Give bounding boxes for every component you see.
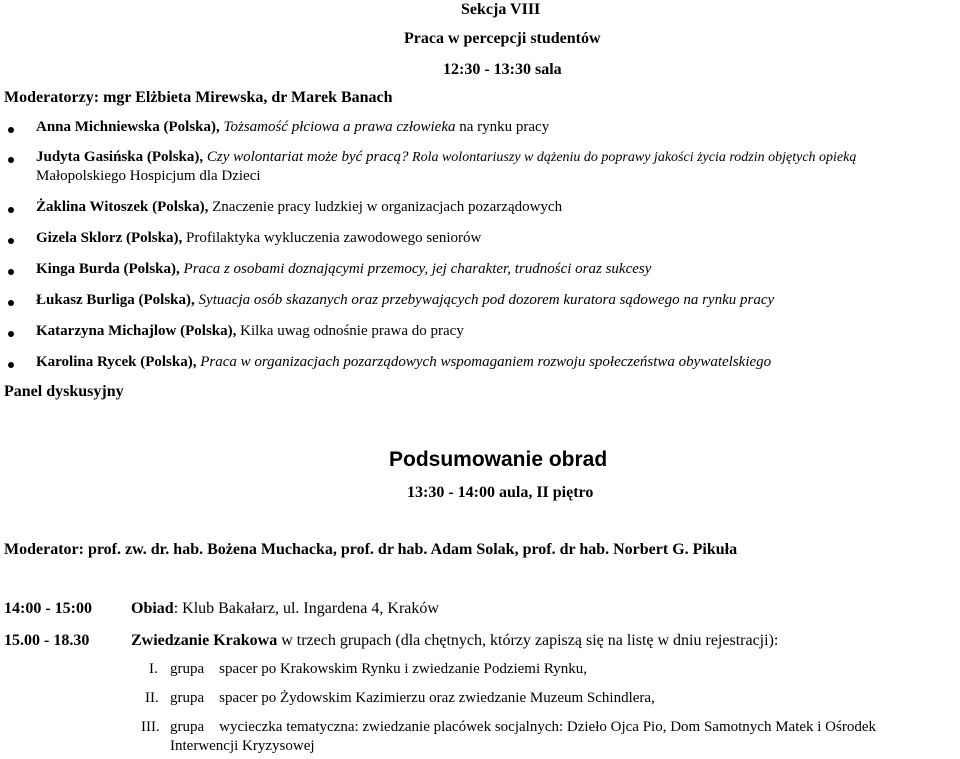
bullet-icon [8,207,14,213]
item-author: Kinga Burda (Polska), [36,261,184,277]
schedule-label: Zwiedzanie Krakowa [131,632,278,649]
schedule-entry [131,600,439,618]
bullet-icon [8,238,14,244]
item-author: Gizela Sklorz (Polska), [36,230,186,246]
item-title: Profilaktyka wykluczenia zawodowego seniorów [186,230,482,246]
group-text: grupa wycieczka tematyczna: zwiedzanie placówek socjalnych: Dzieło Ojca Pio, Dom Samotnych Matek i Ośrodek [170,719,877,735]
summary-time: 13:30 - 14:00 aula, II piętro [407,484,594,501]
item-rest: na rynku pracy [455,119,550,135]
item-author: Żaklina Witoszek (Polska), [36,199,213,215]
item-author: Judyta Gasińska (Polska), [36,149,207,165]
item-title: Tożsamość płciowa a prawa człowieka [223,119,456,135]
item-author: Łukasz Burliga (Polska), [36,292,199,308]
item-title: Praca w organizacjach pozarządowych wspomaganiem rozwoju społeczeństwa obywatelskiego [200,354,772,370]
schedule-entry [131,632,778,650]
list-item [36,199,562,216]
list-item [36,292,774,309]
schedule-time: 14:00 - 15:00 [4,600,92,617]
bullet-icon [8,127,14,133]
bullet-icon [8,300,14,306]
schedule-label: Obiad [131,600,174,617]
moderators: Moderatorzy: mgr Elżbieta Mirewska, dr Marek Banach [4,89,393,106]
group-text: grupa spacer po Żydowskim Kazimierzu oraz zwiedzanie Muzeum Schindlera, [170,690,655,706]
item-title: Praca z osobami doznającymi przemocy, jej charakter, trudności oraz sukcesy [183,261,652,277]
schedule-time: 15.00 - 18.30 [4,632,90,649]
bullet-icon [8,362,14,368]
item-line2: Małopolskiego Hospicjum dla Dzieci [36,168,261,184]
item-title: Znaczenie pracy ludzkiej w organizacjach pozarządowych [212,199,563,215]
group-number: II. [145,690,159,706]
item-rest: Rola wolontariuszy w dążeniu do poprawy jakości życia rodzin objętych opieką [408,150,857,165]
list-item [36,323,464,340]
item-author: Anna Michniewska (Polska), [36,119,224,135]
summary-moderator: Moderator: prof. zw. dr. hab. Bożena Muchacka, prof. dr hab. Adam Solak, prof. dr hab. Norbert G. Pikuła [4,541,738,558]
list-item [36,354,771,371]
item-title: Kilka uwag odnośnie prawa do pracy [240,323,464,339]
item-title: Czy wolontariat może być pracą? [206,149,409,165]
list-item [36,149,856,166]
bullet-icon [8,269,14,275]
list-item [36,119,549,136]
item-author: Karolina Rycek (Polska), [36,354,201,370]
schedule-text: w trzech grupach (dla chętnych, którzy zapiszą się na listę w dniu rejestracji): [277,632,779,649]
list-item [36,230,481,247]
schedule-text: : Klub Bakałarz, ul. Ingardena 4, Kraków [173,600,439,617]
group-text: grupa spacer po Krakowskim Rynku i zwiedzanie Podziemi Rynku, [170,661,588,677]
bullet-icon [8,157,14,163]
section-label: Sekcja VIII [461,1,541,18]
group-text-line2: Interwencji Kryzysowej [170,738,315,754]
item-title: Sytuacja osób skazanych oraz przebywających pod dozorem kuratora sądowego na rynku pracy [198,292,775,308]
summary-title: Podsumowanie obrad [389,448,608,471]
panel-label: Panel dyskusyjny [4,383,124,400]
bullet-icon [8,331,14,337]
section-time: 12:30 - 13:30 sala [443,61,562,78]
list-item [36,261,651,278]
group-number: I. [149,661,158,677]
item-author: Katarzyna Michajlow (Polska), [36,323,241,339]
section-title: Praca w percepcji studentów [404,30,601,47]
group-number: III. [141,719,160,735]
